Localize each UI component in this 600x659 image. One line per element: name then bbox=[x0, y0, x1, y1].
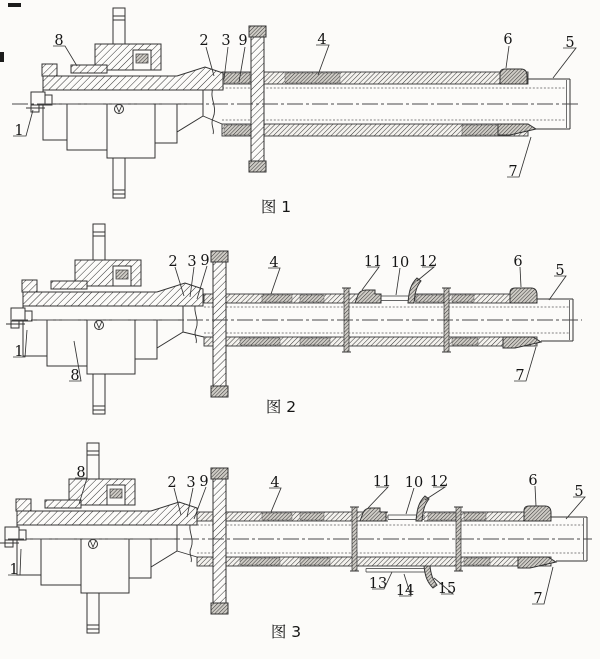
svg-text:5: 5 bbox=[555, 263, 565, 279]
figure-3-part11-boss bbox=[360, 508, 386, 521]
svg-text:8: 8 bbox=[76, 465, 86, 481]
svg-text:6: 6 bbox=[503, 32, 513, 48]
part-label-4 bbox=[269, 475, 281, 512]
svg-text:11: 11 bbox=[363, 254, 383, 270]
part13-bottom-sleeve bbox=[366, 569, 428, 573]
part-label-7 bbox=[514, 347, 536, 384]
svg-text:2: 2 bbox=[168, 254, 178, 270]
svg-text:15: 15 bbox=[437, 581, 457, 597]
part-label-5 bbox=[553, 35, 576, 78]
figure-1-caption: 图 1 bbox=[260, 198, 292, 216]
figure-2-gearbox bbox=[6, 224, 203, 414]
svg-text:7: 7 bbox=[533, 591, 543, 607]
part-label-7 bbox=[532, 567, 553, 607]
svg-text:11: 11 bbox=[372, 474, 392, 490]
figure-3-part15-hook bbox=[424, 566, 437, 588]
svg-text:7: 7 bbox=[508, 164, 518, 180]
svg-text:5: 5 bbox=[574, 484, 584, 500]
svg-text:14: 14 bbox=[395, 583, 415, 599]
part-label-6 bbox=[528, 473, 537, 506]
svg-text:4: 4 bbox=[317, 32, 327, 48]
svg-text:10: 10 bbox=[404, 475, 424, 491]
svg-text:6: 6 bbox=[513, 254, 523, 270]
part-label-4 bbox=[268, 255, 280, 294]
part-label-12 bbox=[417, 254, 437, 281]
svg-text:7: 7 bbox=[515, 368, 525, 384]
svg-text:3: 3 bbox=[186, 475, 196, 491]
part-label-4 bbox=[316, 32, 329, 75]
part-label-1 bbox=[13, 110, 33, 139]
svg-text:1: 1 bbox=[14, 123, 24, 139]
part-label-7 bbox=[507, 137, 531, 180]
svg-text:13: 13 bbox=[368, 576, 388, 592]
part-label-11 bbox=[362, 254, 382, 290]
svg-text:8: 8 bbox=[70, 368, 80, 384]
svg-text:9: 9 bbox=[199, 474, 209, 490]
pipe-break-line bbox=[195, 302, 197, 343]
svg-text:9: 9 bbox=[200, 253, 210, 269]
part-label-10 bbox=[391, 255, 409, 295]
part-label-15 bbox=[434, 578, 456, 597]
figure-3-part6-collar bbox=[524, 506, 551, 521]
figure-3-caption: 图 3 bbox=[270, 623, 302, 641]
part-label-5 bbox=[566, 484, 585, 519]
svg-text:9: 9 bbox=[238, 33, 248, 49]
scan-artifact bbox=[8, 3, 21, 7]
part-label-8 bbox=[53, 33, 77, 66]
figure-2-caption: 图 2 bbox=[265, 398, 297, 416]
part-label-11 bbox=[368, 474, 391, 508]
svg-text:4: 4 bbox=[270, 475, 280, 491]
figure-2 bbox=[6, 224, 582, 416]
svg-text:3: 3 bbox=[221, 33, 231, 49]
scan-artifact bbox=[0, 52, 4, 62]
figure-3-flange bbox=[211, 468, 228, 614]
svg-text:1: 1 bbox=[9, 562, 19, 578]
part-label-5 bbox=[549, 263, 566, 300]
svg-text:6: 6 bbox=[528, 473, 538, 489]
part-label-6 bbox=[503, 32, 512, 68]
figure-1-part6-collar bbox=[500, 69, 527, 84]
figure-2-flange bbox=[211, 251, 228, 397]
svg-text:2: 2 bbox=[199, 33, 209, 49]
part-label-14 bbox=[396, 574, 414, 599]
svg-text:5: 5 bbox=[565, 35, 575, 51]
part-label-12 bbox=[425, 474, 448, 500]
figure-1 bbox=[12, 8, 580, 216]
svg-text:10: 10 bbox=[390, 255, 410, 271]
pipe-break-line bbox=[212, 88, 215, 134]
svg-text:12: 12 bbox=[418, 254, 438, 270]
figure-1-flange bbox=[249, 26, 266, 172]
part-label-13 bbox=[369, 572, 392, 592]
figure-3 bbox=[0, 443, 592, 641]
svg-text:3: 3 bbox=[187, 254, 197, 270]
figure-2-part6-collar bbox=[510, 288, 537, 303]
svg-text:4: 4 bbox=[269, 255, 279, 271]
figure-3-gearbox bbox=[0, 443, 197, 633]
figure-2-part11-boss bbox=[355, 290, 381, 303]
part-label-6 bbox=[513, 254, 522, 287]
svg-text:1: 1 bbox=[14, 344, 24, 360]
svg-text:2: 2 bbox=[167, 475, 177, 491]
svg-text:8: 8 bbox=[54, 33, 64, 49]
figure-1-part7-taper bbox=[498, 124, 536, 135]
svg-text:12: 12 bbox=[429, 474, 449, 490]
